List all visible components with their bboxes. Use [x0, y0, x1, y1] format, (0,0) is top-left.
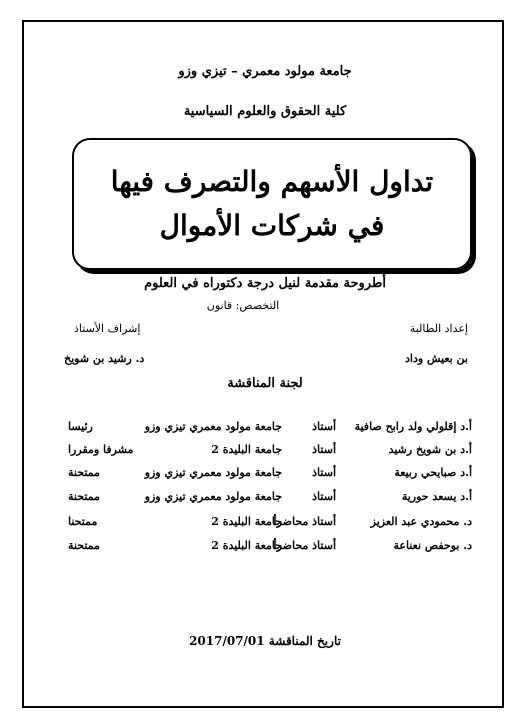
member-institution: جامعة البليدة 2 [211, 443, 282, 456]
supervisor-name: د. رشيد بن شويخ [64, 352, 145, 365]
member-role: مشرفا ومقررا [68, 443, 134, 456]
specialization: التخصص: قانون [206, 299, 280, 312]
supervision-label: إشراف الأستاذ [74, 322, 141, 335]
thesis-statement: أطروحة مقدمة لنيل درجة دكتوراه في العلوم [144, 276, 386, 291]
member-rank: أستاذ محاضرأ [273, 539, 336, 552]
member-rank: أستاذ محاضرأ [273, 515, 336, 528]
committee-member [60, 443, 472, 461]
thesis-title-line2: في شركات الأموال [159, 209, 385, 242]
committee-member [60, 420, 472, 438]
member-role: ممتحنة [68, 466, 100, 479]
thesis-title-line1: تداول الأسهم والتصرف فيها [110, 165, 434, 198]
member-institution: جامعة البليدة 2 [211, 515, 282, 528]
member-institution: جامعة مولود معمري تيزي وزو [144, 420, 282, 433]
committee-member [60, 515, 472, 533]
committee-member [60, 490, 472, 508]
member-institution: جامعة مولود معمري تيزي وزو [144, 466, 282, 479]
thesis-title-box [72, 138, 472, 270]
prepared-by-label: إعداد الطالبة [409, 322, 468, 335]
member-name: د. بوحفص نعناعة [393, 539, 472, 552]
member-role: ممتحنة [68, 539, 100, 552]
member-rank: أستاذ [312, 420, 336, 433]
member-rank: أستاذ [312, 466, 336, 479]
member-role: ممتحنا [68, 515, 98, 528]
member-name: أ.د يسعد حورية [401, 490, 472, 503]
defense-date: تاريخ المناقشة 2017/07/01 [189, 634, 341, 648]
committee-heading: لجنة المناقشة [227, 376, 303, 391]
member-institution: جامعة البليدة 2 [211, 539, 282, 552]
member-role: رئيسا [68, 420, 93, 433]
member-name: أ.د إقلولي ولد رابح صافية [354, 420, 472, 433]
faculty-name: كلية الحقوق والعلوم السياسية [183, 104, 347, 119]
member-name: أ.د بن شويخ رشيد [388, 443, 472, 456]
committee-member [60, 539, 472, 557]
member-role: ممتحنة [68, 490, 100, 503]
member-institution: جامعة مولود معمري تيزي وزو [144, 490, 282, 503]
member-rank: أستاذ [312, 443, 336, 456]
committee-member [60, 466, 472, 484]
member-rank: أستاذ [312, 490, 336, 503]
university-name: جامعة مولود معمري – تيزي وزو [178, 64, 352, 79]
member-name: د. محمودي عبد العزيز [370, 515, 472, 528]
student-name: بن بعيش وداد [405, 352, 468, 365]
member-name: أ.د صبايحي ربيعة [394, 466, 472, 479]
